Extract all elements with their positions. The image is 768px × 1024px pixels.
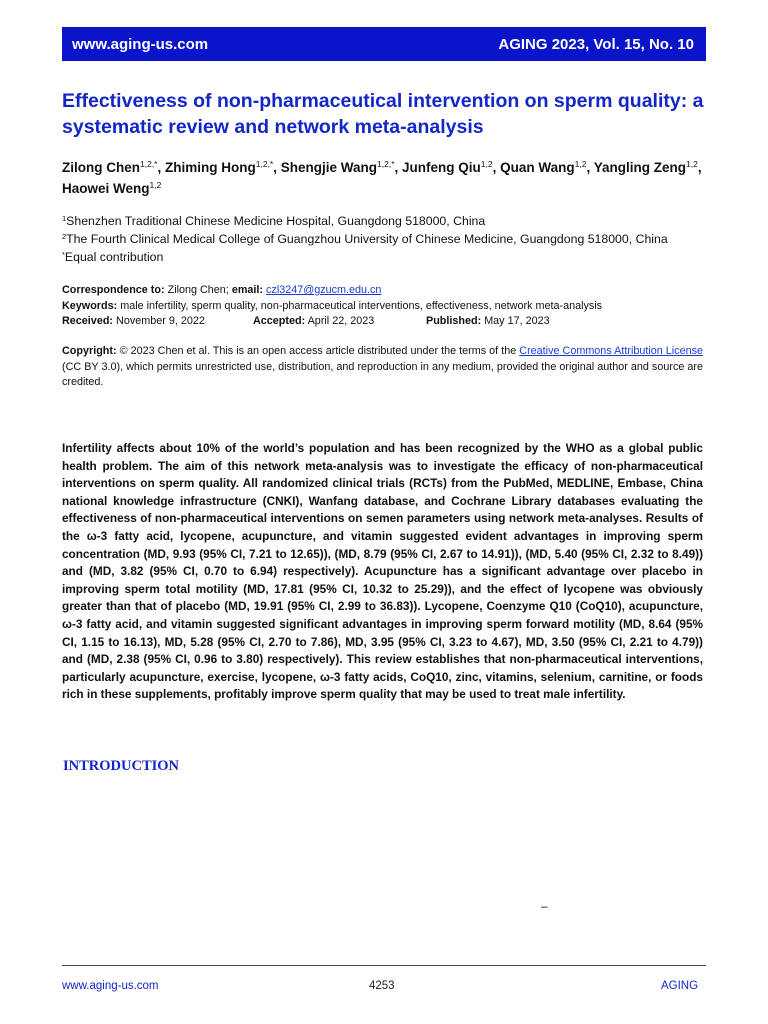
article-metadata: [62, 283, 712, 330]
author: Quan Wang$^{1,2}$,: [500, 159, 594, 175]
header-journal-info: AGING 2023, Vol. 15, No. 10: [498, 35, 694, 53]
received-date: Received: November 9, 2022: [62, 315, 205, 327]
affiliation: $^2$The Fourth Clinical Medical College of Guangzhou University of Chinese Medicine, Guangdong 518000, China: [62, 232, 668, 246]
footer-website[interactable]: www.aging-us.com: [62, 980, 159, 992]
section-heading-introduction: INTRODUCTION: [63, 758, 180, 774]
author: Yangling Zeng$^{1,2}$,: [593, 159, 702, 175]
copyright-notice: Copyright: © 2023 Chen et al. This is an open access article distributed under the terms of the Creative Commons Attribution License (CC BY 3.0), which permits unrestricted use, distribution, and reproduction in any medium, provided the original author and source are credited.: [62, 345, 704, 388]
author-list: [62, 157, 712, 199]
correspondence-line: Correspondence to: Zilong Chen; email: czl3247@gzucm.edu.cn: [62, 284, 382, 296]
affiliation: *Equal contribution: [62, 250, 164, 264]
article-title: Effectiveness of non-pharmaceutical intervention on sperm quality: a systematic review and network meta-analysis: [62, 90, 704, 138]
correspondence-email-link[interactable]: czl3247@gzucm.edu.cn: [266, 284, 382, 296]
author: Zilong Chen$^{1,2,*}$,: [62, 159, 166, 175]
header-website[interactable]: www.aging-us.com: [72, 35, 209, 53]
published-date: Published: May 17, 2023: [426, 315, 550, 327]
page-number: 4253: [369, 980, 395, 992]
affiliations: [62, 212, 712, 266]
dates-line: [62, 314, 712, 330]
accepted-date: Accepted: April 22, 2023: [253, 315, 375, 327]
author: Junfeng Qiu$^{1,2}$,: [402, 159, 501, 175]
author: Shengjie Wang$^{1,2,*}$,: [280, 159, 403, 175]
footer-divider: [62, 965, 706, 966]
affiliation: $^1$Shenzhen Traditional Chinese Medicine Hospital, Guangdong 518000, China: [62, 214, 486, 228]
journal-header-band: [62, 27, 706, 61]
abstract: Infertility affects about 10% of the world’s population and has been recognized by the WHO as a global public health problem. The aim of this network meta-analysis was to investigate the efficacy of non-pharmaceutical interventions on sperm quality. All randomized clinical trials (RCTs) from the PubMed, MEDLINE, Embase, China national knowledge infrastructure (CNKI), Wanfang database, and Cochrane Library databases evaluating the effectiveness of non-pharmaceutical interventions on semen parameters using network meta-analyses. Results of the ω-3 fatty acid, lycopene, acupuncture, and vitamin suggested evident advantages in improving sperm concentration (MD, 9.93 (95% CI, 7.21 to 12.65)), (MD, 8.79 (95% CI, 2.67 to 14.91)), (MD, 5.40 (95% CI, 2.32 to 8.49)) and (MD, 3.82 (95% CI, 0.70 to 6.94) respectively). Acupuncture has a significant advantage over placebo in improving sperm total motility (MD, 17.81 (95% CI, 10.32 to 25.29)), and the effect of lycopene was obviously greater than that of placebo (MD, 19.91 (95% CI, 2.99 to 36.83)). Lycopene, Coenzyme Q10 (CoQ10), acupuncture, ω-3 fatty acid, and vitamin suggested significant advantages in improving sperm forward motility (MD, 8.64 (95% CI, 1.15 to 16.13), MD, 5.28 (95% CI, 2.70 to 7.86), MD, 3.95 (95% CI, 3.23 to 4.67), MD, 3.50 (95% CI, 2.21 to 4.79)) and (MD, 2.38 (95% CI, 0.96 to 3.80) respectively). This review establishes that non-pharmaceutical interventions, particularly acupuncture, exercise, lycopene, ω-3 fatty acids, CoQ10, zinc, vitamins, selenium, carnitine, or foods rich in these supplements, profitably improve sperm quality that may be used to treat male infertility.: [62, 441, 703, 702]
footer-journal: AGING: [661, 980, 699, 992]
license-link[interactable]: Creative Commons Attribution License: [519, 345, 704, 357]
author: Zhiming Hong$^{1,2,*}$,: [165, 159, 281, 175]
author: Haowei Weng$^{1,2}$: [62, 180, 162, 196]
stray-mark: –: [541, 899, 548, 913]
keywords-line: Keywords: male infertility, sperm quality, non-pharmaceutical interventions, effectiveness, network meta-analysis: [62, 299, 603, 312]
